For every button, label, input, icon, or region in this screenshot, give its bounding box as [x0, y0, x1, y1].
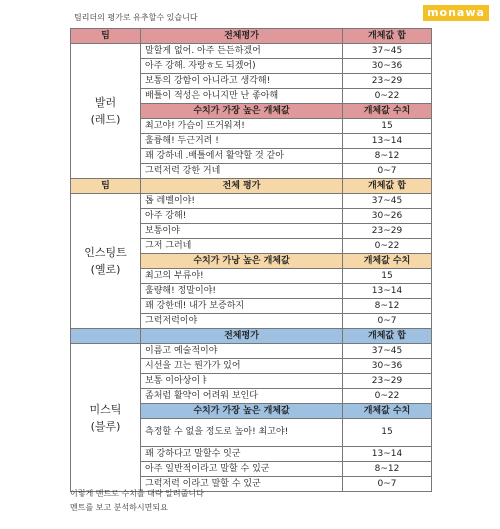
- comment-text: 꽤 강하다고 말할수 잇군: [141, 447, 343, 462]
- value-range: 0~22: [343, 239, 432, 254]
- value-range: 13~14: [343, 447, 432, 462]
- value-range: 15: [343, 119, 432, 134]
- value-range: 0~22: [343, 89, 432, 104]
- value-range: 37~45: [343, 194, 432, 209]
- comment-text: 그럭저럭 강한 거네: [141, 164, 343, 179]
- team-name: 인스팅트: [84, 246, 127, 259]
- comment-text: 꽤 강한데! 내가 보증하지: [141, 299, 343, 314]
- table-row: [71, 194, 432, 209]
- comment-text: 그럭저럭 이라고 말할 수 있군: [141, 477, 343, 492]
- comment-text: 꽤 강하네 .배틀에서 활약할 것 같아: [141, 149, 343, 164]
- value-column-label: 개체값 합: [343, 179, 432, 194]
- table-row: [71, 344, 432, 359]
- iv-evaluation-table: [70, 28, 432, 492]
- team-name: 발러: [94, 96, 117, 109]
- value-range: 15: [343, 269, 432, 284]
- value-range: 23~29: [343, 74, 432, 89]
- top-stat-value-label: 개체값 수치: [343, 254, 432, 269]
- footer-note-2: 멘트를 보고 분석하시면되요: [70, 503, 168, 512]
- value-range: 13~14: [343, 134, 432, 149]
- intro-note: 팀리더의 평가로 유추할수 있습니다: [74, 13, 198, 22]
- overall-title: 전체평가: [141, 329, 343, 344]
- team-name-cell: [71, 194, 141, 329]
- value-range: 30~36: [343, 59, 432, 74]
- comment-text: 보통이야: [141, 224, 343, 239]
- team-name-cell: [71, 44, 141, 179]
- comment-text: 그저 그러네: [141, 239, 343, 254]
- value-range: 23~29: [343, 374, 432, 389]
- comment-text: 시선을 끄는 뭔가가 있어: [141, 359, 343, 374]
- comment-text: 훌량해! 정말이야!: [141, 284, 343, 299]
- comment-text: 측정할 수 없을 정도로 높아! 최고야!: [141, 419, 343, 447]
- team-color: (레드): [90, 113, 121, 126]
- value-range: 30~26: [343, 209, 432, 224]
- top-stat-title: 수치가 가장 높은 개체값: [141, 404, 343, 419]
- value-range: 15: [343, 419, 432, 447]
- overall-title: 전체평가: [141, 29, 343, 44]
- overall-title: 전체 평가: [141, 179, 343, 194]
- value-range: 30~36: [343, 359, 432, 374]
- table-row: [71, 44, 432, 59]
- team-color: (옐로): [90, 263, 121, 276]
- value-range: 8~12: [343, 299, 432, 314]
- value-range: 0~7: [343, 477, 432, 492]
- team-column-label: [71, 329, 141, 344]
- value-column-label: 개체값 합: [343, 29, 432, 44]
- team-color: (블루): [90, 419, 121, 433]
- team-header-row: [71, 329, 432, 344]
- comment-text: 보통 이아상이ㅑ: [141, 374, 343, 389]
- team-column-label: 팀: [71, 29, 141, 44]
- value-range: 8~12: [343, 149, 432, 164]
- comment-text: 훌륭해! 두근거려 !: [141, 134, 343, 149]
- top-stat-value-label: 개체값 수치: [343, 104, 432, 119]
- comment-text: 보통의 강함이 아니라고 생각해!: [141, 74, 343, 89]
- value-range: 23~29: [343, 224, 432, 239]
- top-stat-title: 수치가 가장 높은 개체값: [141, 104, 343, 119]
- team-column-label: 팀: [71, 179, 141, 194]
- value-range: 8~12: [343, 462, 432, 477]
- value-range: 37~45: [343, 344, 432, 359]
- value-range: 13~14: [343, 284, 432, 299]
- watermark-logo: monawa: [423, 5, 489, 21]
- value-range: 0~7: [343, 164, 432, 179]
- comment-text: 아주 강해. 자랑ㅎ도 되겠어): [141, 59, 343, 74]
- team-name-cell: [71, 344, 141, 492]
- comment-text: 톱 레벨이야!: [141, 194, 343, 209]
- footer-note-1: 이렇게 멘트로 수치를 대략 알려줍니다: [70, 489, 204, 498]
- comment-text: 말할게 없어. 아주 든든하겠어: [141, 44, 343, 59]
- value-column-label: 개체값 합: [343, 329, 432, 344]
- value-range: 0~7: [343, 314, 432, 329]
- team-header-row: [71, 29, 432, 44]
- comment-text: 이름고 예술적이야: [141, 344, 343, 359]
- team-name: 미스틱: [89, 402, 122, 416]
- comment-text: 최고의 부류야!: [141, 269, 343, 284]
- top-stat-value-label: 개체값 수치: [343, 404, 432, 419]
- comment-text: 그럭저럭이야: [141, 314, 343, 329]
- comment-text: 아주 강해!: [141, 209, 343, 224]
- comment-text: 최고야! 가슴이 뜨거워져!: [141, 119, 343, 134]
- comment-text: 배틀이 적성은 아니지만 난 좋아해: [141, 89, 343, 104]
- comment-text: 좀처럼 활약이 어려워 보인다: [141, 389, 343, 404]
- value-range: 37~45: [343, 44, 432, 59]
- comment-text: 아주 일반적이라고 말할 수 있군: [141, 462, 343, 477]
- top-stat-title: 수치가 가낭 높은 개체값: [141, 254, 343, 269]
- value-range: 0~22: [343, 389, 432, 404]
- team-header-row: [71, 179, 432, 194]
